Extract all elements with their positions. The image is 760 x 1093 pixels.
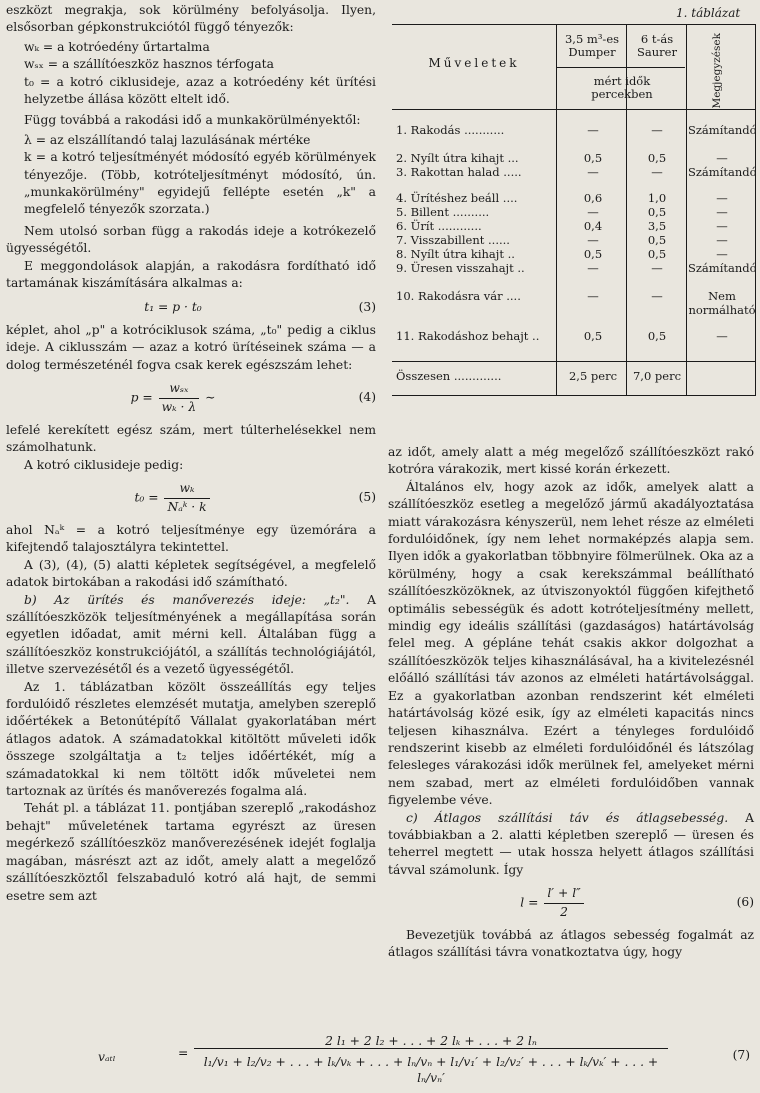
equation-body [6,380,340,416]
paragraph: E meggondolások alapján, a rakodásra fordítható idő tartamának kiszámítására alkalmas a: [6,258,376,291]
table-row [392,205,755,219]
equation-3 [6,299,376,316]
equation-body [6,480,340,516]
paragraph [388,810,754,880]
equation-tail: ∼ [205,390,216,405]
table-cell: 0,5 [583,151,603,165]
table-row [392,191,755,205]
table-cell: — [651,165,663,179]
equation-lhs: p = [130,390,153,405]
paragraph: lefelé kerekített egész szám, mert túlterhelésekkel nem számolhatunk. [6,422,376,455]
table-cell-note: Számítandó [688,261,757,275]
table-row [392,123,755,137]
table-row [392,165,755,179]
equation-number: (7) [732,1048,750,1062]
table-row [392,233,755,247]
equation-number: (5) [358,490,376,505]
equation-equals: = [178,1046,189,1060]
table-cell-operation: 10. Rakodásra vár .... [396,289,521,303]
table-cell-operation: 1. Rakodás ........... [396,123,505,137]
section-heading: c) Átlagos szállítási táv és átlagsebesség. [406,810,729,825]
definition-list [24,39,376,109]
table-cell: 1,0 [647,191,667,205]
numerator: 2 l₁ + 2 l₂ + . . . + 2 lₖ + . . . + 2 lₙ [194,1034,668,1049]
table-header-col1: 3,5 m³-es Dumper [564,32,620,59]
definition-item: λ = az elszállítandó talaj lazulásának mértéke [24,132,311,147]
paragraph: Függ továbbá a rakodási idő a munkakörülményektől: [24,113,361,128]
table-cell: 0,5 [647,233,667,247]
table-cell: — [651,123,663,137]
table-1 [392,24,756,396]
table-cell: — [587,205,599,219]
paragraph: az időt, amely alatt a még megelőző szállítóeszközt rakó kotróra várakozik, mert kissé korán érkezett. [388,445,754,477]
definition-item: wₖ = a kotróedény űrtartalma [24,39,210,54]
equation-lhs: l = [520,895,539,910]
table-caption: 1. táblázat [676,6,741,20]
definition-list [24,132,376,219]
definition-item: wₛₓ = a szállítóeszköz hasznos térfogata [24,57,274,72]
paragraph: ahol Nₐᵏ = a kotró teljesítménye egy üzemórára a kifejtendő talajosztályra tekintettel. [6,522,376,555]
denominator: wₖ · λ [161,399,197,414]
table-total-label: Összesen ............. [396,369,502,383]
table-row [392,329,755,343]
paragraph: eszközt megrakja, sok körülmény befolyásolja. Ilyen, elsősorban gépkonstrukciótól függő tényezők: [6,3,376,35]
table-cell-note: — [716,205,728,219]
table-cell: 0,5 [583,329,603,343]
table-cell-operation: 9. Üresen visszahajt .. [396,261,525,275]
right-column [388,444,754,962]
left-column [6,2,376,905]
table-total-row [392,369,755,383]
table-row [392,289,756,317]
table-cell: 0,5 [583,247,603,261]
table-cell-operation: 3. Rakottan halad ..... [396,165,522,179]
numerator: l′ + l″ [544,885,583,903]
table-cell-operation: 4. Ürítéshez beáll .... [396,191,518,205]
table-cell: — [651,289,663,303]
table-cell-operation: 8. Nyílt útra kihajt .. [396,247,515,261]
table-row [392,261,755,275]
table-header-unit: mért idők percekben [591,74,653,101]
paragraph: A kotró ciklusideje pedig: [24,457,184,472]
numerator: wₛₓ [159,380,200,398]
paragraph-text: A szállítóeszközök teljesítményének a megállapítása során egyetlen időadat, amit mérni kell. Általában függ a szállítóeszköz konstrukciójától, a szállítás technológiájától, illetve szervezésétől és a vezető ügyességétől. [6,592,376,677]
fraction [159,380,200,416]
table-cell-note: — [716,191,728,205]
paragraph-text: A továbbiakban a 2. alatti képletben szereplő — üresen és teherrel megtett — utak hossza helyett átlagos szállítási távval számolunk. Így [388,810,754,877]
equation-lhs: t₀ = [134,490,159,505]
table-cell: 0,5 [647,247,667,261]
paragraph: Az 1. táblázatban közölt összeállítás egy teljes fordulóidő részletes elemzését mutatja, amelyben szereplő időértékek a Betonútépítő Vállalat gyakorlatában mért átlagos adatok. A számadatokkal kitöltött műveleti idők összege szolgáltatja a t₂ teljes időértékét, míg a számadatokkal ki nem töltött idők műveletei nem tartoznak az ürítés és manőverezés fogalma alá. [6,679,376,799]
table-cell: 0,6 [583,191,603,205]
table-cell-operation: 6. Ürít ............ [396,219,482,233]
table-row [392,247,755,261]
paragraph: Tehát pl. a táblázat 11. pontjában szereplő „rakodáshoz behajt" műveletének tartama egyrészt az üresen megérkező szállítóeszköz manőverezésének idejét foglalja magában, másrészt azt az időt, amely alatt a megelőző szállítóeszköztől felszabaduló kotró alá hajt, de semmi esetre sem azt [6,801,376,903]
table-divider [556,67,685,68]
paragraph [6,592,376,679]
denominator: Nₐᵏ · k [167,499,207,514]
table-cell: — [587,289,599,303]
table-cell-operation: 5. Billent .......... [396,205,490,219]
table-cell-operation: 7. Visszabillent ...... [396,233,510,247]
definition-item: k = a kotró teljesítményét módosító egyéb körülmények tényezője. (Több, kotróteljesítményt módosító, ún. „munkakörülmény" egyidejű fellépte esetén „k" a megfelelő tényezők szorzata.) [24,150,376,217]
table-cell-note: Számítandó [688,165,757,179]
table-cell: — [587,261,599,275]
equation-4 [6,380,376,416]
table-cell-operation: 11. Rakodáshoz behajt .. [396,329,540,343]
table-cell: 0,4 [583,219,603,233]
denominator: l₁/v₁ + l₂/v₂ + . . . + lₖ/vₖ + . . . + lₙ/vₙ + l₁/v₁′ + l₂/v₂′ + . . . + lₖ/vₖ′ + . . . + lₙ/vₙ′ [203,1055,659,1085]
table-cell: 0,5 [647,329,667,343]
equation-5 [6,480,376,516]
table-cell-note: — [716,151,728,165]
table-row [392,219,755,233]
fraction [544,885,583,921]
fraction [164,480,209,516]
equation-7 [40,1032,758,1092]
denominator: 2 [560,904,568,919]
table-cell: — [587,233,599,247]
equation-number: (6) [736,895,754,910]
definition-item: t₀ = a kotró ciklusideje, azaz a kotróedény két ürítési helyzetbe állása között eltelt idő. [24,74,376,107]
table-cell-note: Nem normálható [688,289,756,317]
paragraph: képlet, ahol „p" a kotróciklusok száma, „t₀" pedig a ciklus ideje. A ciklusszám — azaz a kotró ürítéseinek száma — a dolog természeténél fogva csak kerek egészszám lehet: [6,322,376,372]
table-total-cell: 7,0 perc [632,369,682,383]
section-heading: b) Az ürítés és manőverezés ideje: „t₂". [24,592,350,607]
table-cell-note: Számítandó [688,123,757,137]
table-cell: 3,5 [647,219,667,233]
paragraph: A (3), (4), (5) alatti képletek segítségével, a megfelelő adatok birtokában a rakodási idő számítható. [6,557,376,590]
equation-lhs: vₐₜₗ [98,1050,116,1064]
table-cell-note: — [716,247,728,261]
table-cell-note: — [716,219,728,233]
table-cell: — [651,261,663,275]
table-row [392,151,755,165]
numerator: wₖ [164,480,209,498]
equation-number: (4) [358,390,376,405]
equation-body: t₁ = p · t₀ [144,299,202,314]
paragraph: Bevezetjük továbbá az átlagos sebesség fogalmát az átlagos szállítási távra vonatkoztatva úgy, hogy [388,927,754,960]
equation-body [388,885,718,921]
equation-number: (3) [358,299,376,314]
table-header-col2: 6 t-ás Saurer [637,32,677,59]
table-cell: — [587,123,599,137]
table-cell: — [587,165,599,179]
table-divider [392,361,755,362]
table-total-cell: 2,5 perc [568,369,618,383]
table-cell-note: — [716,233,728,247]
table-cell-note: — [716,329,728,343]
table-cell-operation: 2. Nyílt útra kihajt ... [396,151,519,165]
table-cell: 0,5 [647,151,667,165]
equation-6 [388,885,754,921]
table-cell: 0,5 [647,205,667,219]
table-header-operations: Műveletek [428,56,520,70]
paragraph: Nem utolsó sorban függ a rakodás ideje a kotrókezelő ügyességétől. [6,223,376,256]
table-divider [392,109,755,110]
table-header-notes: Megjegyzések [711,33,723,109]
paragraph: Általános elv, hogy azok az idők, amelyek alatt a szállítóeszköz esetleg a megelőző jármű akadályoztatása miatt várakozásra kényszerül, nem lehet része az elméleti fordulóidőnek, így nem lehet normaképzés alapja sem. Ilyen idők a gyakorlatban többnyire fölmerülnek. Oka az a körülmény, hogy a csak kerekszámmal beállítható szállítóeszközöknek, az útviszonyoktól függően kifejthető optimális sebességük és adott kotróteljesítmény mellett, mindig egy ideális szállítási (gazdaságos) határtávolság felel meg. A gépláne tehát csakis akkor dolgozhat a szállítóeszközök teljes kihasználásával, ha a kivitelezésnél előálló szállítási táv azonos az elméleti határtávolsággal. Ez a gyakorlatban azonban rendszerint két elméleti határtávolság közé esik, így az elméleti kapacitás nincs teljesen kihasználva. Ezért a tényleges fordulóidő rendszerint kisebb az elméleti fordulóidőnél és látszólag felesleges várakozási idők merülnek fel, amelyeket mérni nem szabad, mert az elméleti fordulóidőben vannak figyelembe véve. [388,479,754,808]
